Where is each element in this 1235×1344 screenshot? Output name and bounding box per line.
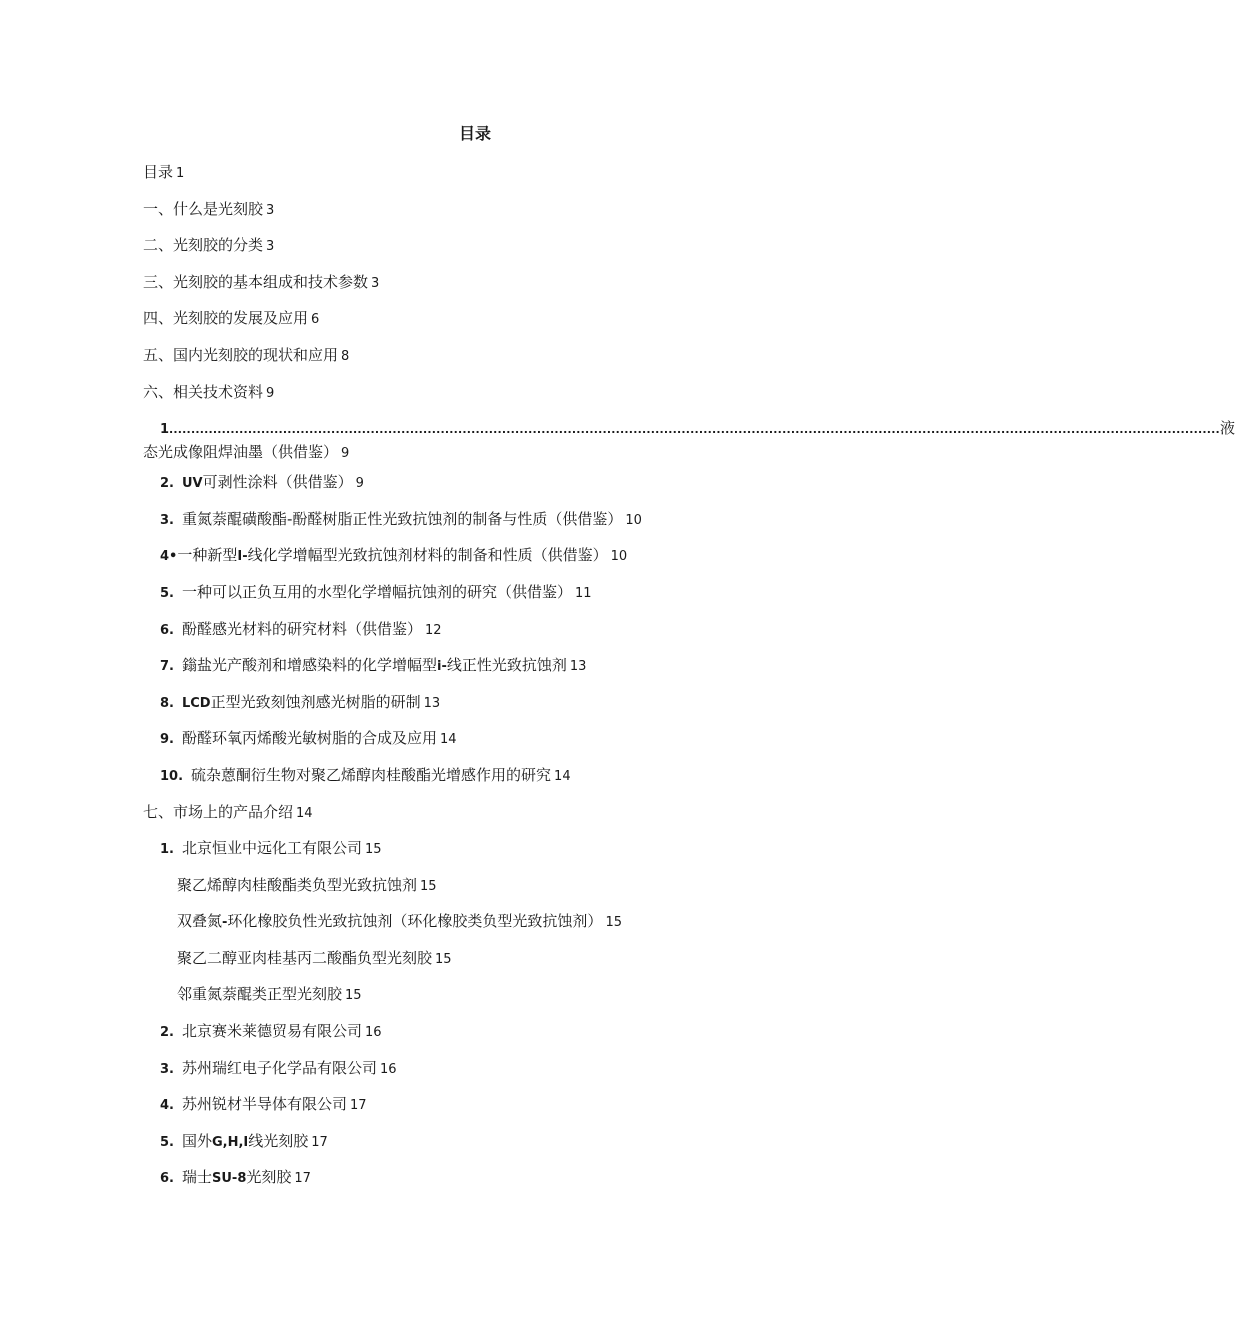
toc-entry-bold: I- (237, 549, 248, 565)
toc-entry-text: 正型光致刻蚀剂感光树脂的研制 (210, 692, 421, 711)
toc-page-number: 17 (294, 1171, 311, 1187)
toc-entry[interactable] (143, 874, 813, 911)
toc-page-number: 16 (365, 1025, 382, 1041)
toc-entry[interactable] (143, 1166, 813, 1203)
toc-entry[interactable] (143, 764, 813, 801)
toc-entry-text: 邻重氮萘醌类正型光刻胶 (177, 985, 343, 1004)
toc-entry[interactable] (143, 654, 813, 691)
toc-page-number: 15 (435, 951, 452, 967)
toc-page-number: 8 (341, 348, 350, 364)
page-title: 目录 (458, 124, 491, 143)
toc-entry-text: 双叠氮 (177, 912, 223, 931)
toc-page-number: 10 (625, 512, 642, 528)
toc-entry-text: 国外 (181, 1131, 212, 1150)
toc-entry-text: 鎓盐光产酸剂和增感染料的化学增幅型 (181, 656, 437, 675)
toc-entry-bold: - (222, 915, 228, 931)
toc-page-number: 3 (371, 275, 380, 291)
toc-entry-text: 二、光刻胶的分类 (143, 236, 264, 255)
toc-page-number: 14 (440, 732, 457, 748)
toc-entry[interactable] (143, 161, 813, 198)
toc-entry[interactable] (143, 910, 813, 947)
toc-entry-bold: i- (437, 659, 447, 675)
toc-page-number: 15 (365, 842, 382, 858)
toc-page-number: 17 (350, 1098, 367, 1114)
toc-entry[interactable] (143, 947, 813, 984)
toc-entry-split[interactable] (143, 417, 1235, 471)
toc-entry[interactable] (143, 727, 813, 764)
toc-entry[interactable] (143, 1093, 813, 1130)
toc-page-number: 9 (266, 385, 275, 401)
toc-entry-text: 线正性光致抗蚀剂 (446, 656, 567, 675)
toc-entry-text: 聚乙烯醇肉桂酸酯类负型光致抗蚀剂 (177, 875, 418, 894)
toc-page-number: 3 (266, 202, 275, 218)
toc-entry-text: 酚醛环氧丙烯酸光敏树脂的合成及应用 (181, 729, 437, 748)
toc-entry[interactable] (143, 691, 813, 728)
toc-page-number: 17 (311, 1134, 328, 1150)
toc-entry-text: 北京赛米莱德贸易有限公司 (181, 1022, 362, 1041)
toc-entry-number: 4. (160, 1098, 174, 1114)
toc-entry[interactable] (143, 983, 813, 1020)
toc-entry-number: 3. (160, 1061, 174, 1077)
toc-entry-text: 北京恒业中远化工有限公司 (181, 839, 362, 858)
toc-entry-number: 10. (160, 768, 184, 784)
toc-entry-leader-line (143, 417, 1235, 441)
toc-entry-number: 2. (160, 476, 174, 492)
toc-page-number: 13 (423, 695, 441, 711)
toc-entry-text: 瑞士 (181, 1168, 212, 1187)
toc-entry-text: 七、市场上的产品介绍 (143, 802, 294, 821)
toc-entry-text: 苏州锐材半导体有限公司 (181, 1095, 347, 1114)
toc-page-number: 1 (176, 166, 185, 181)
toc-entry-text: 态光成像阻焊油墨（供借鉴） (143, 443, 339, 462)
toc-entry[interactable] (143, 618, 813, 655)
toc-entry-text: 可剥性涂料（供借鉴） (202, 473, 353, 492)
toc-entry-bold: LCD (181, 695, 211, 711)
toc-entry[interactable] (143, 471, 813, 508)
toc-page-number: 12 (425, 622, 442, 638)
toc-entry-number: 6. (160, 1171, 174, 1187)
toc-entry-number: 5. (160, 585, 174, 601)
toc-page-number: 15 (420, 878, 437, 894)
toc-entry[interactable] (143, 307, 813, 344)
toc-entry[interactable] (143, 1020, 813, 1057)
toc-entry[interactable] (143, 271, 813, 308)
toc-entry-text: 三、光刻胶的基本组成和技术参数 (143, 272, 369, 291)
toc-entry[interactable] (143, 544, 813, 581)
toc-entry-text: 一、什么是光刻胶 (143, 199, 264, 218)
toc-page-number: 3 (266, 239, 275, 255)
toc-entry-text: 液 (1219, 419, 1235, 438)
toc-entry[interactable] (143, 234, 813, 271)
toc-entry-number: 6. (160, 622, 174, 638)
toc-page-number: 16 (380, 1061, 397, 1077)
toc-entry-number: 2. (160, 1025, 174, 1041)
toc-entry[interactable] (143, 1057, 813, 1094)
toc-entry-number: 7. (160, 659, 174, 675)
toc-entry-text: 环化橡胶负性光致抗蚀剂（环化橡胶类负型光致抗蚀剂） (227, 912, 603, 931)
toc-page-number: 6 (311, 312, 320, 328)
toc-entry-text: 重氮萘醌磺酸酯-酚醛树脂正性光致抗蚀剂的制备与性质（供借鉴） (181, 509, 623, 528)
toc-entry-number: 1. (160, 842, 174, 858)
toc-entry-text: 光刻胶 (246, 1168, 292, 1187)
toc-entry-bold: G,H,I (212, 1134, 249, 1150)
toc-page-number: 11 (575, 585, 592, 601)
toc-entry-number: 1 (160, 422, 170, 438)
toc-entry-bold: UV (181, 476, 203, 492)
toc-page-number: 14 (554, 768, 571, 784)
toc-page-number: 10 (610, 549, 628, 565)
toc-list (143, 161, 1235, 1203)
toc-entry[interactable] (143, 508, 813, 545)
toc-entry-text: 线光刻胶 (248, 1131, 309, 1150)
toc-entry-text: 线化学增幅型光致抗蚀剂材料的制备和性质（供借鉴） (247, 546, 608, 565)
toc-entry[interactable] (143, 381, 813, 418)
toc-entry-text: 五、国内光刻胶的现状和应用 (143, 345, 339, 364)
toc-entry-text: 目录 (143, 163, 174, 181)
toc-entry-text: 六、相关技术资料 (143, 382, 264, 401)
toc-entry-number: 5. (160, 1134, 174, 1150)
toc-entry-continuation (143, 441, 813, 465)
toc-entry-bold: SU-8 (212, 1171, 247, 1187)
toc-entry-text: 酚醛感光材料的研究材料（供借鉴） (181, 619, 422, 638)
toc-page-number: 14 (296, 805, 313, 821)
toc-page-number: 15 (605, 915, 622, 931)
toc-entry-text: 四、光刻胶的发展及应用 (143, 309, 309, 328)
toc-entry-number: 9. (160, 732, 174, 748)
toc-entry[interactable] (143, 837, 813, 874)
toc-entry[interactable] (143, 198, 813, 235)
toc-page-number: 15 (345, 988, 362, 1004)
toc-entry-text: 苏州瑞红电子化学品有限公司 (181, 1058, 377, 1077)
dot-leader: ................................................................................................................................................................................................................................................ (169, 423, 1220, 437)
toc-page-number: 13 (569, 659, 587, 675)
toc-entry-text: 一种新型 (177, 546, 238, 565)
toc-entry-text: 一种可以正负互用的水型化学增幅抗蚀剂的研究（供借鉴） (181, 582, 572, 601)
toc-entry-number: 8. (160, 695, 174, 711)
toc-entry-text: 聚乙二醇亚肉桂基丙二酸酯负型光刻胶 (177, 948, 433, 967)
toc-entry[interactable] (143, 581, 813, 618)
toc-entry[interactable] (143, 1130, 813, 1167)
toc-entry[interactable] (143, 801, 813, 838)
toc-entry[interactable] (143, 344, 813, 381)
toc-entry-number: 3. (160, 512, 174, 528)
toc-entry-text: 硫杂蒽酮衍生物对聚乙烯醇肉桂酸酯光增感作用的研究 (191, 765, 552, 784)
toc-entry-number: 4• (160, 549, 178, 565)
toc-page-number: 9 (341, 446, 350, 462)
toc-page-number: 9 (355, 476, 364, 492)
